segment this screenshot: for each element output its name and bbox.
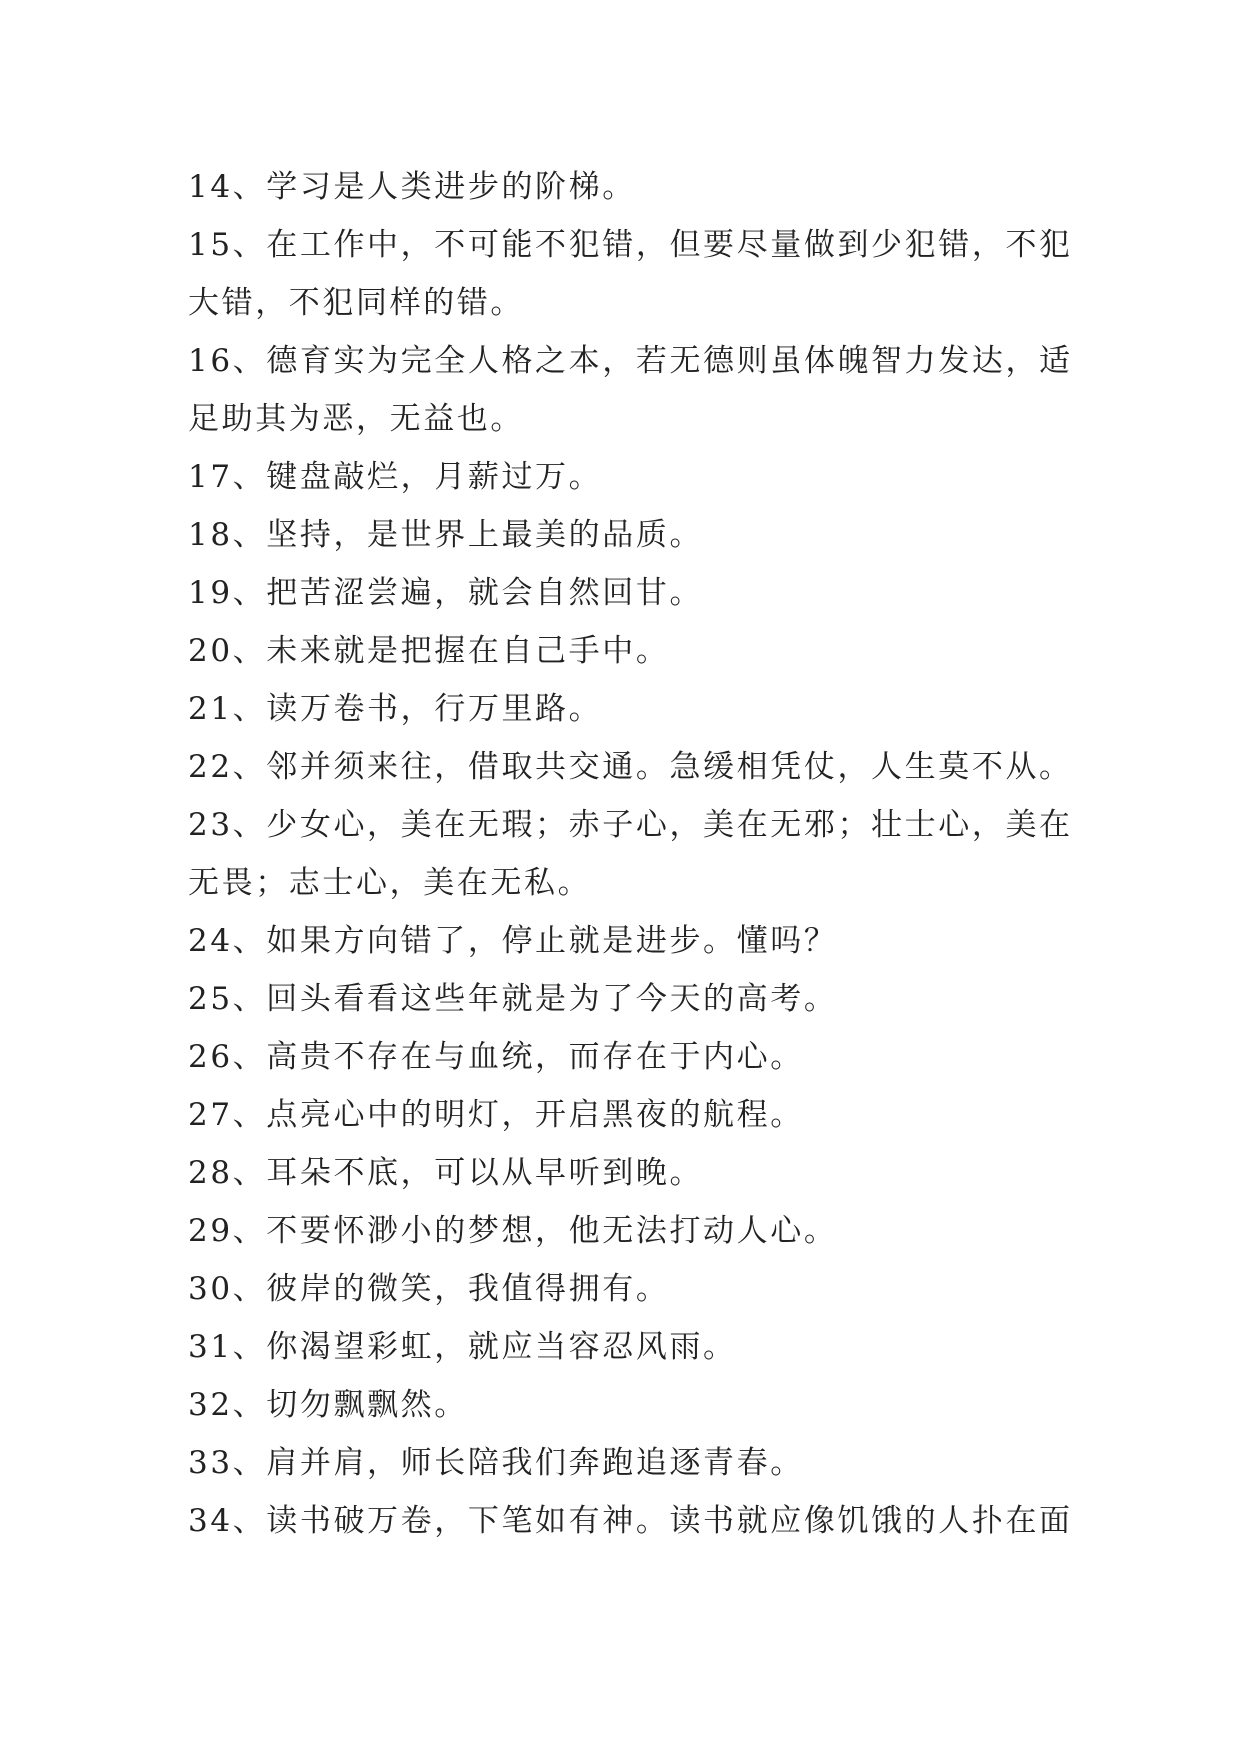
text-line: 19、把苦涩尝遍，就会自然回甘。 (188, 575, 704, 611)
text-line: 22、邻并须来往，借取共交通。急缓相凭仗，人生莫不从。 (188, 749, 1073, 785)
text-line: 31、你渴望彩虹，就应当容忍风雨。 (188, 1329, 737, 1365)
text-line: 25、回头看看这些年就是为了今天的高考。 (188, 981, 838, 1017)
text-line: 16、德育实为完全人格之本，若无德则虽体魄智力发达，适 (188, 343, 1073, 379)
text-line: 足助其为恶，无益也。 (188, 401, 524, 437)
text-line: 21、读万卷书，行万里路。 (188, 691, 603, 727)
text-line: 34、读书破万卷，下笔如有神。读书就应像饥饿的人扑在面 (188, 1503, 1073, 1539)
text-line: 17、键盘敲烂，月薪过万。 (188, 459, 603, 495)
text-line: 28、耳朵不底，可以从早听到晚。 (188, 1155, 704, 1191)
text-line: 20、未来就是把握在自己手中。 (188, 633, 670, 669)
text-line: 14、学习是人类进步的阶梯。 (188, 169, 636, 205)
text-line: 15、在工作中，不可能不犯错，但要尽量做到少犯错，不犯 (188, 227, 1073, 263)
text-line: 23、少女心，美在无瑕；赤子心，美在无邪；壮士心，美在 (188, 807, 1073, 843)
text-body (188, 158, 1088, 1550)
text-line: 大错，不犯同样的错。 (188, 285, 524, 321)
text-line: 33、肩并肩，师长陪我们奔跑追逐青春。 (188, 1445, 804, 1481)
text-line: 24、如果方向错了，停止就是进步。懂吗？ (188, 923, 838, 959)
text-line: 27、点亮心中的明灯，开启黑夜的航程。 (188, 1097, 804, 1133)
text-line: 30、彼岸的微笑，我值得拥有。 (188, 1271, 670, 1307)
text-line: 32、切勿飘飘然。 (188, 1387, 468, 1423)
text-line: 无畏；志士心，美在无私。 (188, 865, 592, 901)
text-line: 18、坚持，是世界上最美的品质。 (188, 517, 704, 553)
text-line: 29、不要怀渺小的梦想，他无法打动人心。 (188, 1213, 838, 1249)
text-line: 26、高贵不存在与血统，而存在于内心。 (188, 1039, 804, 1075)
